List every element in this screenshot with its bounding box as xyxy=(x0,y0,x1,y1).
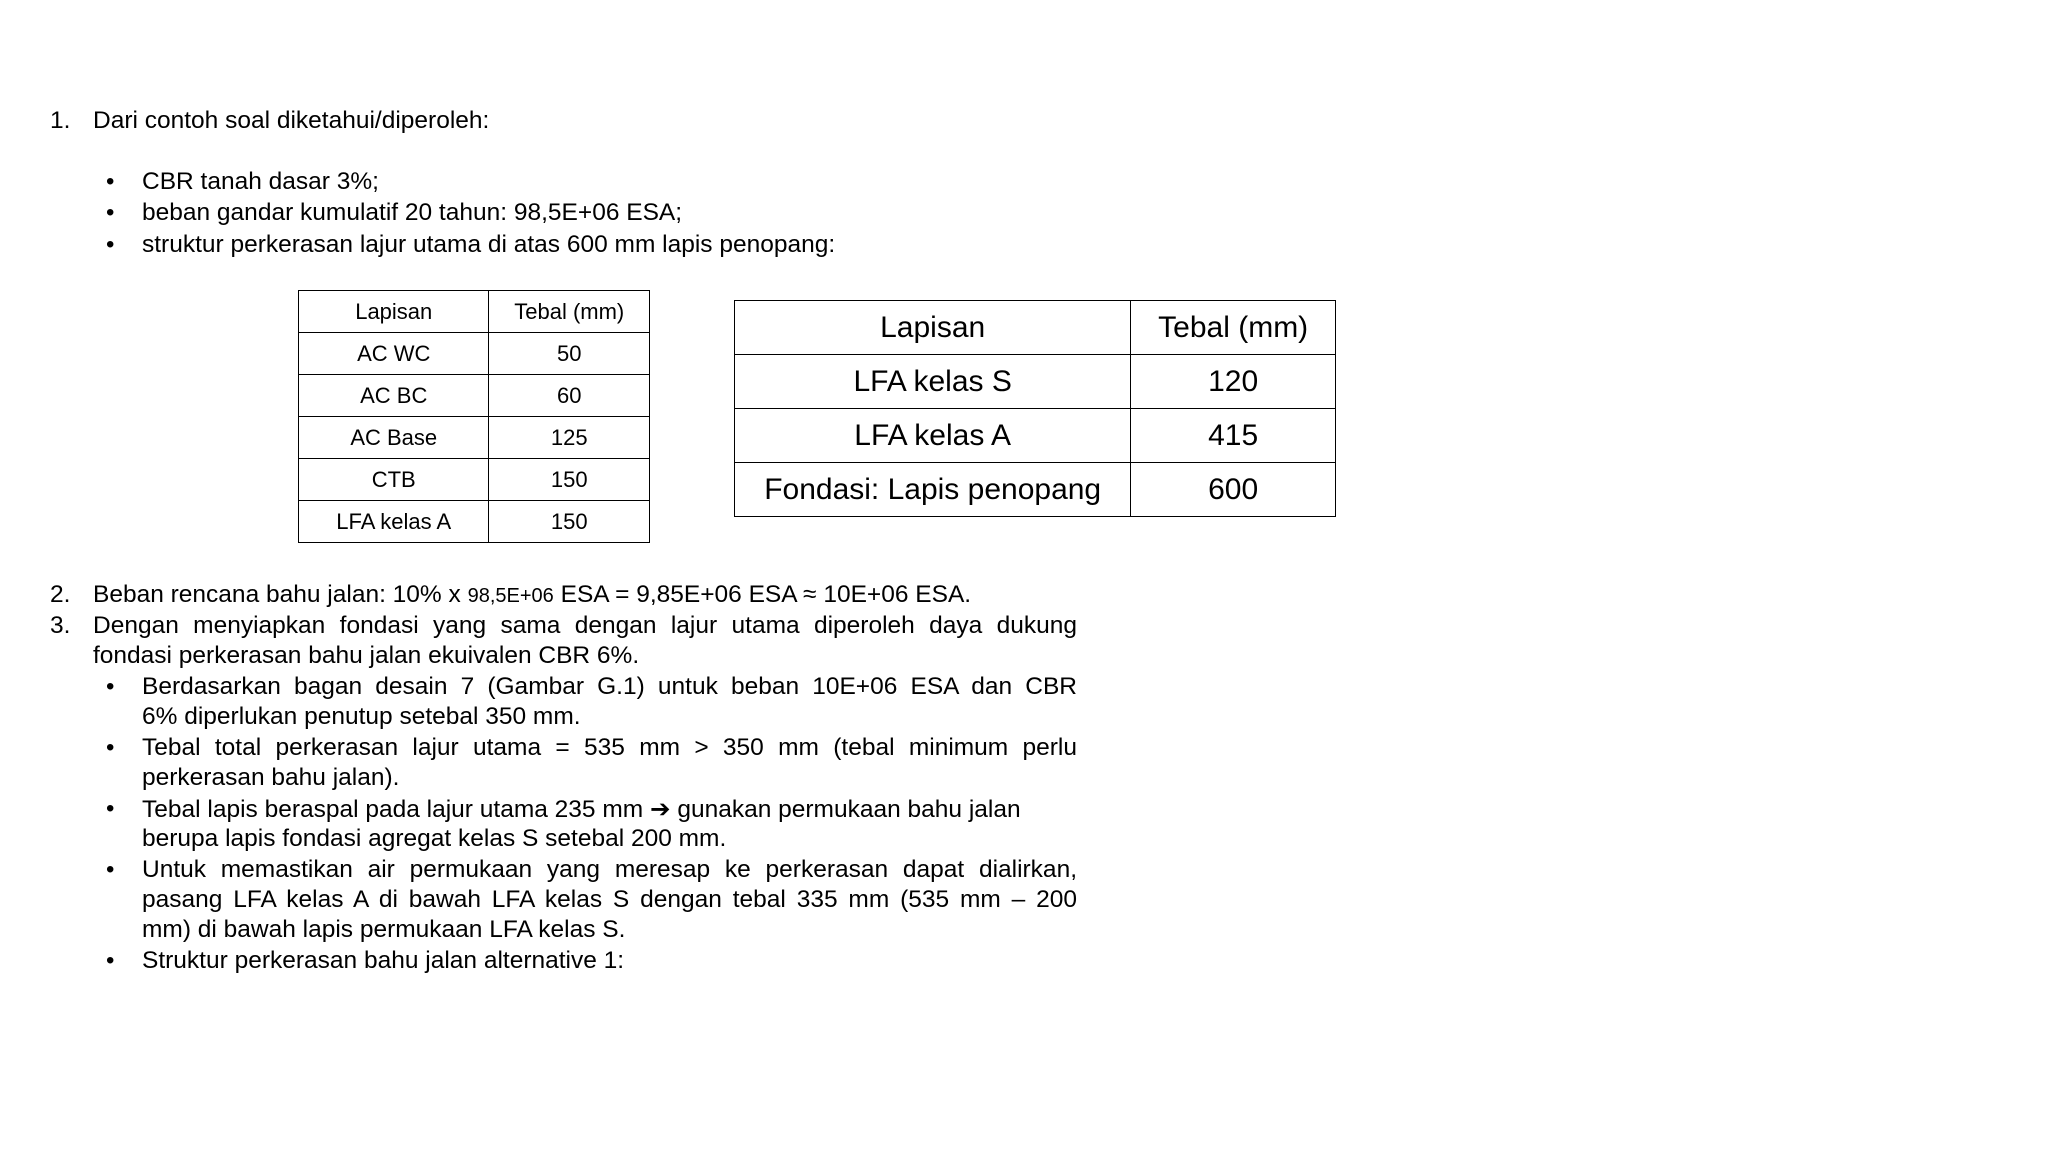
table-cell: LFA kelas A xyxy=(299,501,489,543)
table-header-cell: Tebal (mm) xyxy=(489,291,650,333)
table-cell: AC Base xyxy=(299,417,489,459)
bullet-symbol: • xyxy=(106,231,115,258)
bullet-symbol: • xyxy=(106,673,115,700)
arrow-right-icon: ➔ xyxy=(649,794,671,823)
item-3-bullet-3-text-a: Tebal lapis beraspal pada lajur utama 235 mm xyxy=(142,796,650,823)
table-cell: Fondasi: Lapis penopang xyxy=(735,463,1131,517)
item-3-bullet-2-line-1: Tebal total perkerasan lajur utama = 535 mm > 350 mm (tebal minimum perlu xyxy=(142,734,1077,761)
bullet-symbol: • xyxy=(106,856,115,883)
table-cell: 150 xyxy=(489,459,650,501)
table-cell: AC BC xyxy=(299,375,489,417)
pavement-layer-table-foundation xyxy=(734,300,1336,517)
item-1-text: Dari contoh soal diketahui/diperoleh: xyxy=(93,107,490,134)
bullet-symbol: • xyxy=(106,168,115,195)
item-3-bullet-3-line-1 xyxy=(142,794,1021,825)
table-row xyxy=(299,459,650,501)
item-3-bullet-2-line-2: perkerasan bahu jalan). xyxy=(142,764,400,791)
pavement-layer-table-main xyxy=(298,290,650,543)
table-header-cell: Tebal (mm) xyxy=(1131,301,1336,355)
table-cell: LFA kelas A xyxy=(735,409,1131,463)
table-cell: AC WC xyxy=(299,333,489,375)
table-cell: 120 xyxy=(1131,355,1336,409)
item-3-bullet-1-line-2: 6% diperlukan penutup setebal 350 mm. xyxy=(142,703,581,730)
item-2-text-b: ESA = 9,85E+06 ESA ≈ 10E+06 ESA. xyxy=(553,581,972,608)
bullet-symbol: • xyxy=(106,734,115,761)
item-1-bullet-1: CBR tanah dasar 3%; xyxy=(142,168,379,195)
item-2-text-a: Beban rencana bahu jalan: 10% x xyxy=(93,581,468,608)
item-2-text xyxy=(93,580,971,611)
table-cell: 150 xyxy=(489,501,650,543)
table-cell: CTB xyxy=(299,459,489,501)
item-3-number: 3. xyxy=(50,612,71,639)
item-2-text-value: 98,5E+06 xyxy=(467,585,554,607)
item-3-bullet-3-text-b: gunakan permukaan bahu jalan xyxy=(670,796,1021,823)
item-2-number: 2. xyxy=(50,581,71,608)
table-header-cell: Lapisan xyxy=(735,301,1131,355)
item-3-bullet-4-line-1: Untuk memastikan air permukaan yang meresap ke perkerasan dapat dialirkan, xyxy=(142,856,1077,883)
table-row xyxy=(299,501,650,543)
table-cell: 50 xyxy=(489,333,650,375)
table-header-row xyxy=(299,291,650,333)
item-1-bullet-2: beban gandar kumulatif 20 tahun: 98,5E+06 ESA; xyxy=(142,199,683,226)
table-row xyxy=(299,333,650,375)
item-3-line-1: Dengan menyiapkan fondasi yang sama dengan lajur utama diperoleh daya dukung xyxy=(93,612,1077,639)
item-3-bullet-1-line-1: Berdasarkan bagan desain 7 (Gambar G.1) untuk beban 10E+06 ESA dan CBR xyxy=(142,673,1077,700)
item-3-bullet-4-line-2: pasang LFA kelas A di bawah LFA kelas S dengan tebal 335 mm (535 mm – 200 xyxy=(142,886,1077,913)
table-cell: LFA kelas S xyxy=(735,355,1131,409)
table-row xyxy=(299,417,650,459)
item-3-line-2: fondasi perkerasan bahu jalan ekuivalen CBR 6%. xyxy=(93,642,640,669)
table-row xyxy=(735,463,1336,517)
bullet-symbol: • xyxy=(106,947,115,974)
item-3-bullet-3-line-2: berupa lapis fondasi agregat kelas S setebal 200 mm. xyxy=(142,825,727,852)
bullet-symbol: • xyxy=(106,795,115,822)
table-header-row xyxy=(735,301,1336,355)
table-cell: 415 xyxy=(1131,409,1336,463)
item-3-bullet-4-line-3: mm) di bawah lapis permukaan LFA kelas S. xyxy=(142,916,626,943)
bullet-symbol: • xyxy=(106,199,115,226)
table-header-cell: Lapisan xyxy=(299,291,489,333)
table-cell: 125 xyxy=(489,417,650,459)
table-row xyxy=(299,375,650,417)
table-cell: 600 xyxy=(1131,463,1336,517)
table-row xyxy=(735,355,1336,409)
table-row xyxy=(735,409,1336,463)
item-3-bullet-5-line-1: Struktur perkerasan bahu jalan alternative 1: xyxy=(142,947,625,974)
table-cell: 60 xyxy=(489,375,650,417)
item-1-number: 1. xyxy=(50,107,71,134)
item-1-bullet-3: struktur perkerasan lajur utama di atas 600 mm lapis penopang: xyxy=(142,231,836,258)
